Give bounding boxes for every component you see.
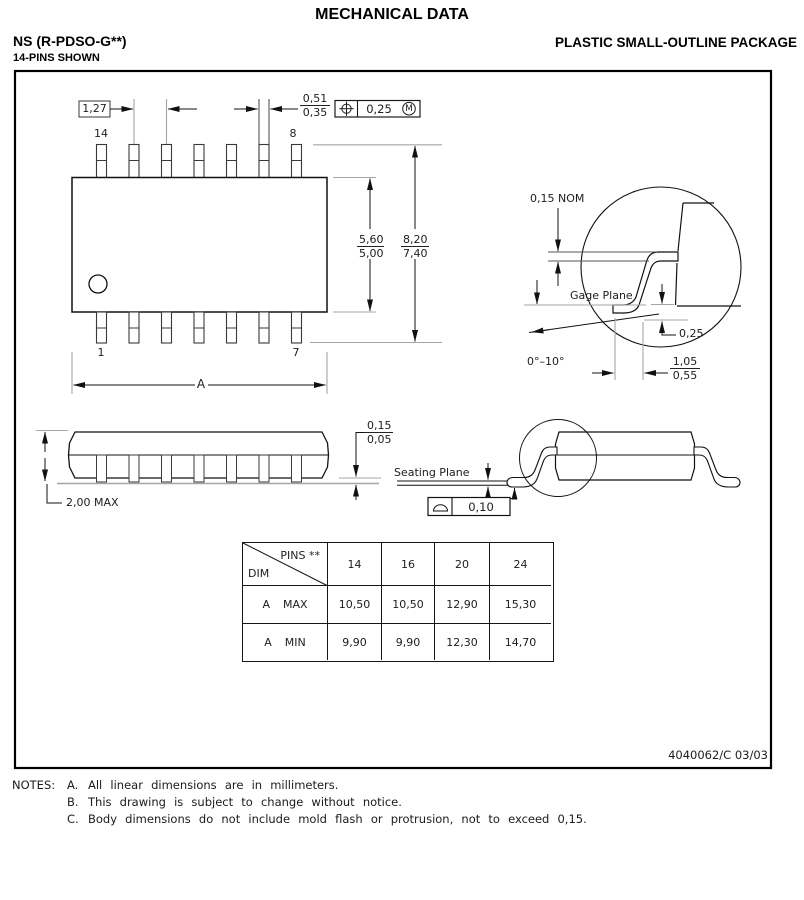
end-view-body bbox=[556, 432, 695, 480]
gage-offset-dim: 0,25 bbox=[679, 327, 704, 340]
note-c-id: C. bbox=[67, 812, 79, 826]
table-col-header: 20 bbox=[435, 543, 490, 586]
page-title: MECHANICAL DATA bbox=[315, 6, 469, 23]
package-name: PLASTIC SMALL-OUTLINE PACKAGE bbox=[555, 35, 797, 50]
lead-angle-line bbox=[529, 314, 659, 333]
side-view-drawing bbox=[36, 431, 381, 504]
note-b-text: This drawing is subject to change without notice. bbox=[88, 795, 402, 809]
table-corner-pins: PINS ** bbox=[280, 549, 320, 562]
table-value: 14,70 bbox=[504, 635, 537, 649]
note-b-id: B. bbox=[67, 795, 79, 809]
note-a-id: A. bbox=[67, 778, 79, 792]
package-height-dim: 2,00 MAX bbox=[66, 496, 119, 509]
table-value: 9,90 bbox=[382, 624, 435, 660]
lead-thickness-dim: 0,15 NOM bbox=[530, 192, 585, 205]
seating-plane-label: Seating Plane bbox=[394, 466, 470, 479]
lead-angle-dim: 0°–10° bbox=[527, 355, 565, 368]
lead-width-dim: $\frac{0,51}{0,35}$ bbox=[300, 92, 330, 119]
table-row-label: A MAX bbox=[243, 586, 328, 624]
table-col-header: 24 bbox=[490, 543, 551, 586]
notes-label: NOTES: bbox=[12, 778, 56, 792]
table-value: 10,50 bbox=[328, 586, 382, 624]
foot-length-dim: $\frac{1,05}{0,55}$ bbox=[670, 355, 700, 382]
end-view-right-lead bbox=[694, 447, 740, 487]
mmc-letter: M bbox=[405, 103, 413, 114]
pin-label-14: 14 bbox=[94, 127, 108, 140]
position-tolerance-value: 0,25 bbox=[366, 101, 392, 116]
package-code: NS (R-PDSO-G**) bbox=[13, 33, 127, 49]
table-value: 9,90 bbox=[328, 624, 382, 660]
note-a-text: All linear dimensions are in millimeters. bbox=[88, 778, 339, 792]
flatness-value: 0,10 bbox=[468, 500, 494, 514]
overall-length-dim: A bbox=[196, 377, 206, 391]
dimension-table bbox=[242, 542, 554, 662]
standoff-dim: $\frac{0,15}{0,05}$ bbox=[367, 419, 392, 446]
table-col-header: 16 bbox=[382, 543, 435, 586]
drawing-frame bbox=[15, 71, 771, 768]
detail-body-edges bbox=[676, 203, 742, 306]
pitch-dim: 1,27 bbox=[82, 102, 107, 115]
variant-note: 14-PINS SHOWN bbox=[13, 52, 100, 64]
table-value: 12,90 bbox=[435, 586, 490, 624]
pin-label-7: 7 bbox=[292, 346, 300, 359]
note-c-text: Body dimensions do not include mold flash or protrusion, not to exceed 0,15. bbox=[88, 812, 587, 826]
package-body-top-view bbox=[72, 178, 327, 313]
document-number: 4040062/C 03/03 bbox=[668, 748, 768, 762]
table-corner-cell bbox=[243, 543, 328, 586]
lead-span-dim: $\frac{8,20}{7,40}$ bbox=[403, 233, 428, 260]
body-width-dim: $\frac{5,60}{5,00}$ bbox=[359, 233, 384, 260]
table-col-header: 14 bbox=[328, 543, 382, 586]
table-value: 15,30 bbox=[490, 586, 551, 624]
gage-plane-label: Gage Plane bbox=[570, 289, 633, 302]
end-view-left-lead bbox=[507, 447, 557, 487]
detail-circle bbox=[581, 187, 741, 347]
pin-label-1: 1 bbox=[97, 346, 105, 359]
top-view-drawing bbox=[72, 99, 442, 394]
table-row-label: A MIN bbox=[243, 624, 328, 660]
pin-label-8: 8 bbox=[289, 127, 297, 140]
table-value: 10,50 bbox=[382, 586, 435, 624]
lead-detail-drawing bbox=[524, 187, 741, 380]
table-value: 12,30 bbox=[435, 624, 490, 660]
table-corner-dim: DIM bbox=[248, 567, 270, 580]
